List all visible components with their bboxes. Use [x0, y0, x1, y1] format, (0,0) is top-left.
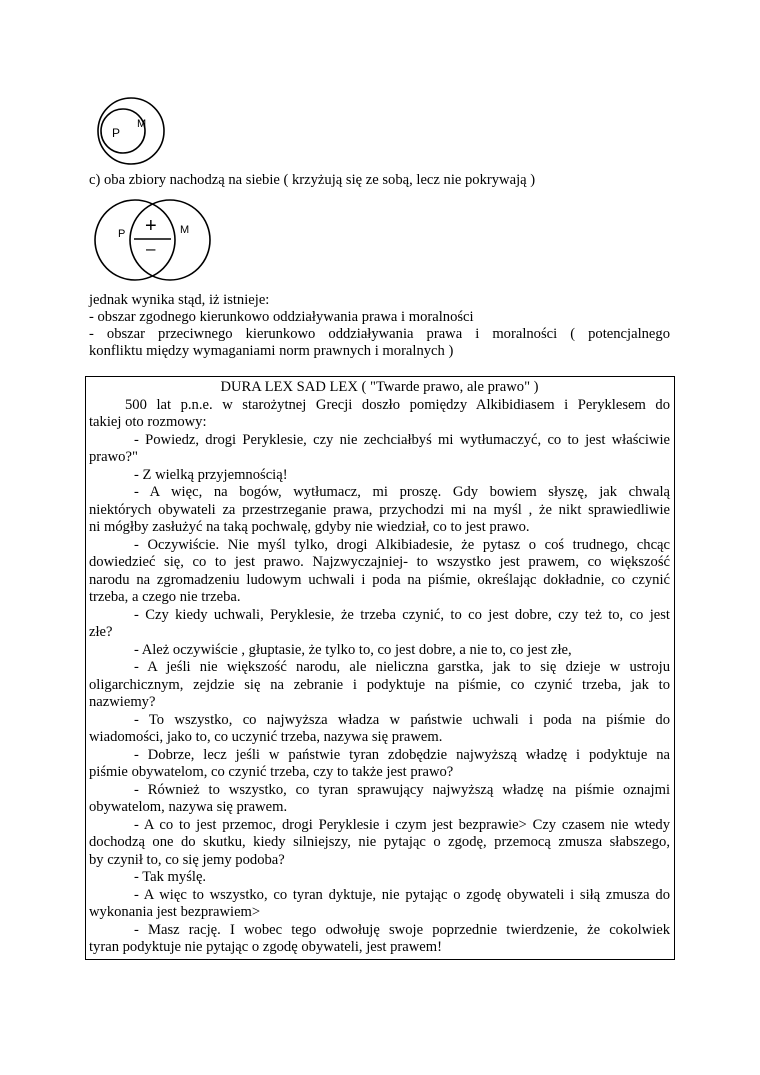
- diagram2-plus: +: [145, 215, 157, 237]
- diagram-overlapping-sets: [92, 197, 212, 287]
- box-line: oligarchicznym, zejdzie się na zebranie i podyktuje na piśmie, co czynić trzeba, jak to: [89, 677, 670, 693]
- diagram1-label-m: M: [137, 118, 147, 130]
- box-line: ni mógłby zasłużyć na taką pochwalę, gdyby nie wiedział, co to jest prawo.: [89, 519, 530, 535]
- diagram2-label-p: P: [118, 228, 126, 240]
- box-line: - Czy kiedy uchwali, Peryklesie, że trzeba czynić, to co jest dobre, czy też to, co jest: [134, 607, 670, 623]
- box-line: złe?: [89, 624, 113, 640]
- diagram1-label-p: P: [112, 126, 121, 140]
- conclusion-item-2-line-1: - obszar przeciwnego kierunkowo oddziaływania prawa i moralności ( potencjalnego: [89, 326, 670, 342]
- box-line: by czynił to, co się jemy podoba?: [89, 852, 285, 868]
- box-line: obywatelom, nazywa się prawem.: [89, 799, 288, 815]
- box-line: - A co to jest przemoc, drogi Peryklesie i czym jest bezprawie> Czy czasem nie wtedy: [134, 817, 670, 833]
- box-line: takiej oto rozmowy:: [89, 414, 207, 430]
- box-line: - Powiedz, drogi Peryklesie, czy nie zechciałbyś mi wytłumaczyć, co to jest właściwie: [134, 432, 670, 448]
- box-line: wykonania jest bezprawiem>: [89, 904, 261, 920]
- box-line: dowiedzieć się, co to jest prawo. Najzwyczajniej- to wszystko jest prawem, co większość: [89, 554, 670, 570]
- box-line: nazwiemy?: [89, 694, 156, 710]
- conclusion-intro: jednak wynika stąd, iż istnieje:: [89, 292, 270, 308]
- box-line: - Ależ oczywiście , głuptasie, że tylko to, co jest dobre, a nie to, co jest złe,: [134, 642, 572, 658]
- box-line: - Z wielką przyjemnością!: [134, 467, 288, 483]
- box-line: - Również to wszystko, co tyran sprawujący najwyższą władzę na piśmie oznajmi: [134, 782, 670, 798]
- box-line: - A więc, na bogów, wytłumacz, mi proszę. Gdy bowiem słyszę, jak chwalą: [134, 484, 670, 500]
- box-line: - Tak myślę.: [134, 869, 207, 885]
- box-line: prawo?": [89, 449, 138, 465]
- box-line: wiadomości, jako to, co uczynić trzeba, nazywa się prawem.: [89, 729, 443, 745]
- box-line: - Dobrze, lecz jeśli w państwie tyran zdobędzie najwyższą władzę i podyktuje na: [134, 747, 670, 763]
- conclusion-item-2-line-2: konfliktu między wymaganiami norm prawnych i moralnych ): [89, 343, 454, 359]
- box-line: dochodzą one do skutku, kiedy silniejszy, nie pytając o zgodę, przemocą zmusza słabszego,: [89, 834, 670, 850]
- box-line: - Oczywiście. Nie myśl tylko, drogi Alkibiadesie, że pytasz o coś trudnego, chcąc: [134, 537, 670, 553]
- box-line: - A więc to wszystko, co tyran dyktuje, nie pytając o zgodę obywateli i siłą zmusza do: [134, 887, 670, 903]
- box-line: tyran podyktuje nie pytając o zgodę obywateli, jest prawem!: [89, 939, 442, 955]
- box-line: narodu na zgromadzeniu ludowym uchwali i poda na piśmie, określając dokładnie, co czynić: [89, 572, 670, 588]
- dialogue-box: [85, 376, 675, 960]
- box-line: 500 lat p.n.e. w starożytnej Grecji doszło pomiędzy Alkibidiasem i Peryklesem do: [125, 397, 670, 413]
- diagram2-label-m: M: [180, 224, 190, 236]
- box-line: - A jeśli nie większość narodu, ale nieliczna garstka, jak to się dzieje w ustroju: [134, 659, 670, 675]
- box-title: DURA LEX SAD LEX ( "Twarde prawo, ale prawo" ): [220, 379, 539, 395]
- box-line: piśmie obywatelom, co czynić trzeba, czy to także jest prawo?: [89, 764, 454, 780]
- box-line: - Masz rację. I wobec tego odwołuję swoje poprzednie twierdzenie, że cokolwiek: [134, 922, 670, 938]
- caption-c: c) oba zbiory nachodzą na siebie ( krzyżują się ze sobą, lecz nie pokrywają ): [89, 172, 536, 188]
- diagram-p-inside-m: [95, 95, 167, 167]
- diagram2-minus: –: [146, 239, 156, 258]
- box-line: trzeba, a czego nie trzeba.: [89, 589, 241, 605]
- box-line: - To wszystko, co najwyższa władza w państwie uchwali i poda na piśmie do: [134, 712, 670, 728]
- conclusion-item-1: - obszar zgodnego kierunkowo oddziaływania prawa i moralności: [89, 309, 474, 325]
- box-line: niektórych obywateli za przestrzeganie prawa, przychodzi mi na myśl , że nikt sprawiedliwie: [89, 502, 670, 518]
